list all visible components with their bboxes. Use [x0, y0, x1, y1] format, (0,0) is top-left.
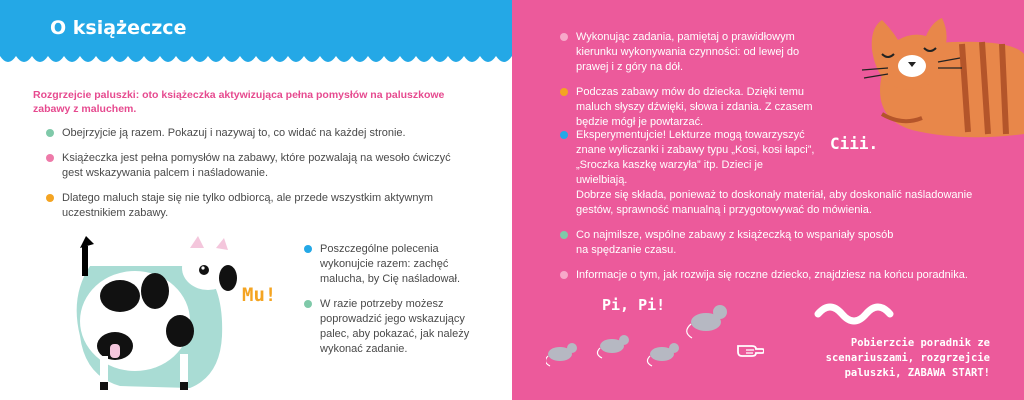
bullet-dot — [304, 245, 312, 253]
list-item-text: Informacje o tym, jak rozwija się roczne dziecko, znajdziesz na końcu poradnika. — [576, 269, 968, 281]
bullet-dot — [560, 33, 568, 41]
list-item — [46, 191, 466, 221]
pointing-hand-icon — [736, 340, 764, 360]
list-item-text: Poszczególne polecenia wykonujcie razem: zachęć malucha, by Cię naśladował. — [320, 243, 461, 285]
right-bullet-list-bottom — [560, 128, 980, 293]
wavy-edge-decoration — [0, 50, 512, 68]
bullet-dot — [46, 129, 54, 137]
mu-sound-text: Mu! — [242, 284, 277, 306]
bullet-dot — [46, 194, 54, 202]
right-page — [512, 0, 1024, 400]
list-item — [560, 85, 820, 130]
bullet-dot — [560, 88, 568, 96]
right-bullet-list-top — [560, 30, 820, 140]
list-item-continued — [560, 188, 980, 218]
list-item-text: Eksperymentujcie! Lekturze mogą towarzyszyć znane wyliczanki i zabawy typu „Kosi, kosi łapci”, „Sroczka kaszkę warzyła” itp. Dzieci je uwielbiają. — [576, 129, 815, 186]
list-item-text: Podczas zabawy mów do dziecka. Dzięki temu maluch słyszy dźwięki, słowa i zdania. Z czasem będzie mógł je powtarzać. — [576, 86, 813, 128]
list-item-text: Dobrze się składa, ponieważ to doskonały materiał, aby doskonalić naśladowanie gestów, sprawność manualną i przygotowywać do mówienia. — [576, 189, 973, 216]
list-item — [560, 228, 906, 258]
list-item — [46, 151, 466, 181]
list-item-text: Książeczka jest pełna pomysłów na zabawy, które pozwalają na wesoło ćwiczyć gest wskazywania palcem i naśladowanie. — [62, 152, 451, 179]
bullet-dot — [560, 271, 568, 279]
list-item-text: W razie potrzeby możesz poprowadzić jego wskazujący palec, aby pokazać, jak należy wykonać zadanie. — [320, 298, 470, 355]
list-item-text: Obejrzyjcie ją razem. Pokazuj i nazywaj to, co widać na każdej stronie. — [62, 127, 406, 139]
list-item-text: Wykonując zadania, pamiętaj o prawidłowym kierunku wykonywania czynności: od lewej do prawej i z góry na dół. — [576, 31, 800, 73]
ciii-sound-text: Ciii. — [830, 134, 879, 153]
download-guide-text: Pobierzcie poradnik ze scenariuszami, rozgrzejcie paluszki, ZABAWA START! — [825, 337, 990, 379]
list-item — [560, 128, 816, 188]
cow-illustration — [60, 226, 250, 400]
intro-text: Rozgrzejcie paluszki: oto książeczka aktywizująca pełna pomysłów na paluszkowe zabawy z maluchem. — [33, 89, 445, 115]
cat-illustration — [842, 14, 1024, 144]
side-bullet-list — [304, 242, 474, 367]
pipi-sound-text: Pi, Pi! — [602, 296, 666, 314]
bullet-dot — [304, 300, 312, 308]
squiggle-decoration — [812, 298, 902, 328]
header-band — [0, 0, 512, 56]
list-item-text: Co najmilsze, wspólne zabawy z książeczką to wspaniały sposób na spędzanie czasu. — [576, 229, 894, 256]
left-bullet-list — [46, 126, 466, 231]
bullet-dot — [46, 154, 54, 162]
list-item — [304, 242, 474, 287]
list-item — [560, 268, 980, 283]
page-title: O książeczce — [50, 17, 187, 39]
list-item — [304, 297, 474, 357]
bullet-dot — [560, 131, 568, 139]
list-item — [560, 30, 820, 75]
bullet-dot — [560, 231, 568, 239]
list-item — [46, 126, 466, 141]
mice-illustration — [546, 296, 736, 370]
list-item-text: Dlatego maluch staje się nie tylko odbiorcą, ale przede wszystkim aktywnym uczestnikiem zabawy. — [62, 192, 434, 219]
